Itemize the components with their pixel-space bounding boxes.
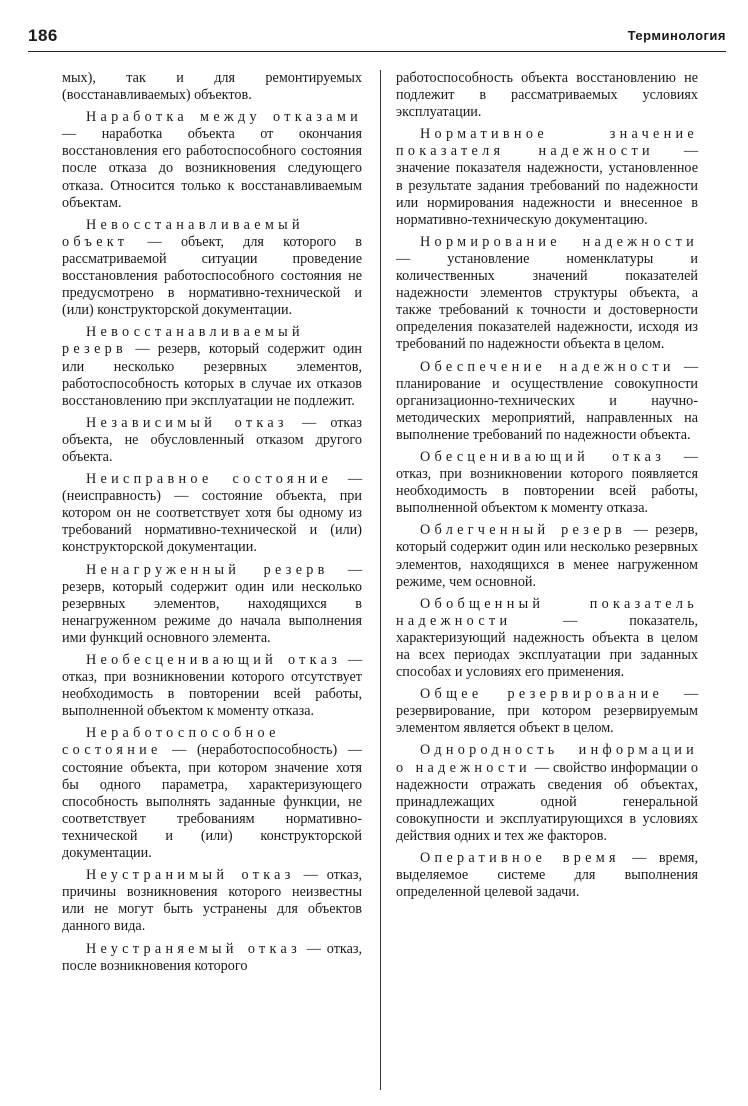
glossary-entry: [396, 742, 698, 845]
entry-definition: резерв, который содержит один или несколько резервных элементов, находящихся в ненагруженном режиме до начала выполнения ими функций основного элемента.: [62, 578, 362, 646]
glossary-entry: [62, 415, 362, 466]
entry-term: Нормирование надежности: [420, 233, 698, 250]
entry-term: Однородность информации о надежности: [396, 742, 698, 776]
right-column: [396, 70, 698, 906]
entry-definition: время, выделяемое системе для выполнения определенной целевой задачи.: [396, 850, 698, 901]
glossary-entry: [396, 70, 698, 121]
term-dash: —: [396, 250, 448, 267]
glossary-entry: [62, 652, 362, 720]
term-dash: —: [62, 126, 102, 143]
entry-definition: показатель, характеризующий надежность объекта в целом на всех периодах эксплуатации при заданных способах и условиях его применения.: [396, 612, 698, 681]
glossary-entry: [396, 126, 698, 229]
term-dash: —: [663, 686, 698, 703]
term-dash: —: [674, 358, 698, 375]
entry-term: Неустраняемый отказ: [86, 940, 302, 957]
term-dash: —: [653, 143, 698, 160]
term-dash: —: [301, 940, 327, 957]
term-dash: —: [665, 448, 698, 465]
term-dash: —: [619, 850, 659, 867]
term-dash: —: [530, 759, 553, 776]
entry-term: Необесценивающий отказ: [86, 652, 342, 668]
entry-definition: отказ, при возникновении которого отсутствует необходимость в повторении всей работы, выполненной объектом к моменту отказа.: [62, 669, 362, 720]
entry-definition: работоспособность объекта восстановлению не подлежит в рассматриваемых условиях эксплуатации.: [396, 70, 698, 121]
glossary-entry: [396, 850, 698, 901]
glossary-entry: [62, 867, 362, 935]
glossary-entry: [62, 109, 362, 212]
entry-definition: наработка объекта от окончания восстановления его работоспособного состояния после отказа до возникновения следующего отказа. Относится только к восстанавливаемым объектам.: [62, 126, 362, 211]
term-dash: —: [332, 471, 362, 488]
glossary-entry: [62, 725, 362, 862]
entry-term: Невосстанавливаемый объект: [62, 216, 304, 250]
entry-term: Неисправное состояние: [86, 471, 333, 488]
term-dash: —: [128, 233, 181, 250]
glossary-entry: [62, 562, 362, 647]
entry-definition: резерв, который содержит один или несколько резервных элементов, работоспособность которых в случае их отказов восстановлению при эксплуатации не подлежит.: [62, 341, 363, 409]
entry-definition: отказ, при возникновении которого появляется необходимость в повторении всей работы, выполненной объектом к моменту отказа.: [396, 466, 698, 517]
term-dash: —: [626, 522, 656, 539]
entry-term: Наработка между отказами: [86, 109, 362, 126]
entry-definition: резервирование, при котором резервируемым элементом является объект в целом.: [396, 703, 698, 737]
glossary-entry: [62, 941, 362, 975]
term-dash: —: [287, 414, 331, 431]
entry-definition: объект, для которого в рассматриваемой ситуации проведение восстановления работоспособного состояния не предусмотрено в нормативно-технической и (или) конструкторской документации.: [62, 233, 363, 319]
glossary-entry: [396, 596, 698, 681]
entry-term: Независимый отказ: [86, 414, 288, 431]
entry-term: Общее резервирование: [420, 686, 664, 703]
page-header: [28, 26, 726, 56]
column-divider: [380, 70, 381, 1090]
term-dash: —: [294, 867, 327, 884]
term-dash: —: [511, 612, 630, 629]
entry-definition: свойство информации о надежности отражать сведения об объектах, принадлежащих одной генеральной совокупности и эксплуатирующихся в условиях действия одних и тех же факторов.: [396, 759, 698, 844]
entry-definition: планирование и осуществление совокупности организационно-технических и научно-методических мероприятий, направленных на выполнение требований по надежности объекта.: [396, 375, 698, 443]
entry-definition: мых), так и для ремонтируемых (восстанавливаемых) объектов.: [62, 70, 362, 104]
glossary-entry: [396, 686, 698, 737]
entry-term: Обобщенный показатель надежности: [396, 595, 698, 629]
glossary-entry: [396, 359, 698, 444]
entry-term: Оперативное время: [420, 850, 620, 867]
entry-definition: резерв, который содержит один или несколько резервных элементов, находящихся в менее нагруженном режиме, чем основной.: [396, 522, 698, 590]
entry-term: Облегченный резерв: [420, 522, 627, 539]
glossary-entry: [62, 324, 362, 409]
glossary-entry: [62, 70, 362, 104]
glossary-entry: [396, 449, 698, 517]
glossary-entry: [396, 522, 698, 590]
entry-definition: значение показателя надежности, установленное в результате задания требований по надежности или нормирования надежности и внесенное в нормативно-техническую документацию.: [396, 160, 698, 228]
glossary-entry: [396, 234, 698, 354]
entry-definition: отказ, после возникновения которого: [62, 940, 363, 974]
entry-term: Нормативное значение показателя надежности: [396, 126, 698, 160]
entry-definition: (неисправность) — состояние объекта, при котором он не соответствует хотя бы одному из требований нормативно-технической и (или) конструкторской документации.: [62, 488, 362, 556]
entry-definition: (неработоспособность) — состояние объекта, при котором значение хотя бы одного параметра, характеризующего способность выполнять заданные функции, не соответствует требованиям нормативно-технической и (или) конструкторской документации.: [62, 742, 362, 862]
header-rule: [28, 51, 726, 52]
glossary-entry: [62, 471, 362, 556]
entry-definition: отказ, причины возникновения которого неизвестны или не могут быть устранены для объектов данного вида.: [62, 867, 362, 935]
left-column: [62, 70, 362, 980]
entry-definition: отказ объекта, не обусловленный отказом другого объекта.: [62, 414, 363, 465]
entry-term: Обеспечение надежности: [420, 358, 675, 375]
term-dash: —: [127, 341, 158, 358]
term-dash: —: [328, 561, 363, 578]
entry-term: Обесценивающий отказ: [420, 448, 666, 465]
term-dash: —: [161, 742, 197, 759]
page-number: 186: [28, 26, 58, 45]
entry-definition: установление номенклатуры и количественных значений показателей надежности элементов структуры объекта, а также требований к точности и достоверности определения показателей надежности, исходя из требований по надежности объекта в целом.: [396, 250, 698, 353]
running-title: Терминология: [627, 28, 726, 43]
entry-term: Невосстанавливаемый резерв: [62, 324, 304, 358]
glossary-entry: [62, 217, 362, 320]
entry-term: Ненагруженный резерв: [86, 561, 329, 578]
entry-term: Неработоспособное состояние: [62, 725, 280, 759]
term-dash: —: [341, 652, 362, 668]
entry-term: Неустранимый отказ: [86, 867, 295, 884]
